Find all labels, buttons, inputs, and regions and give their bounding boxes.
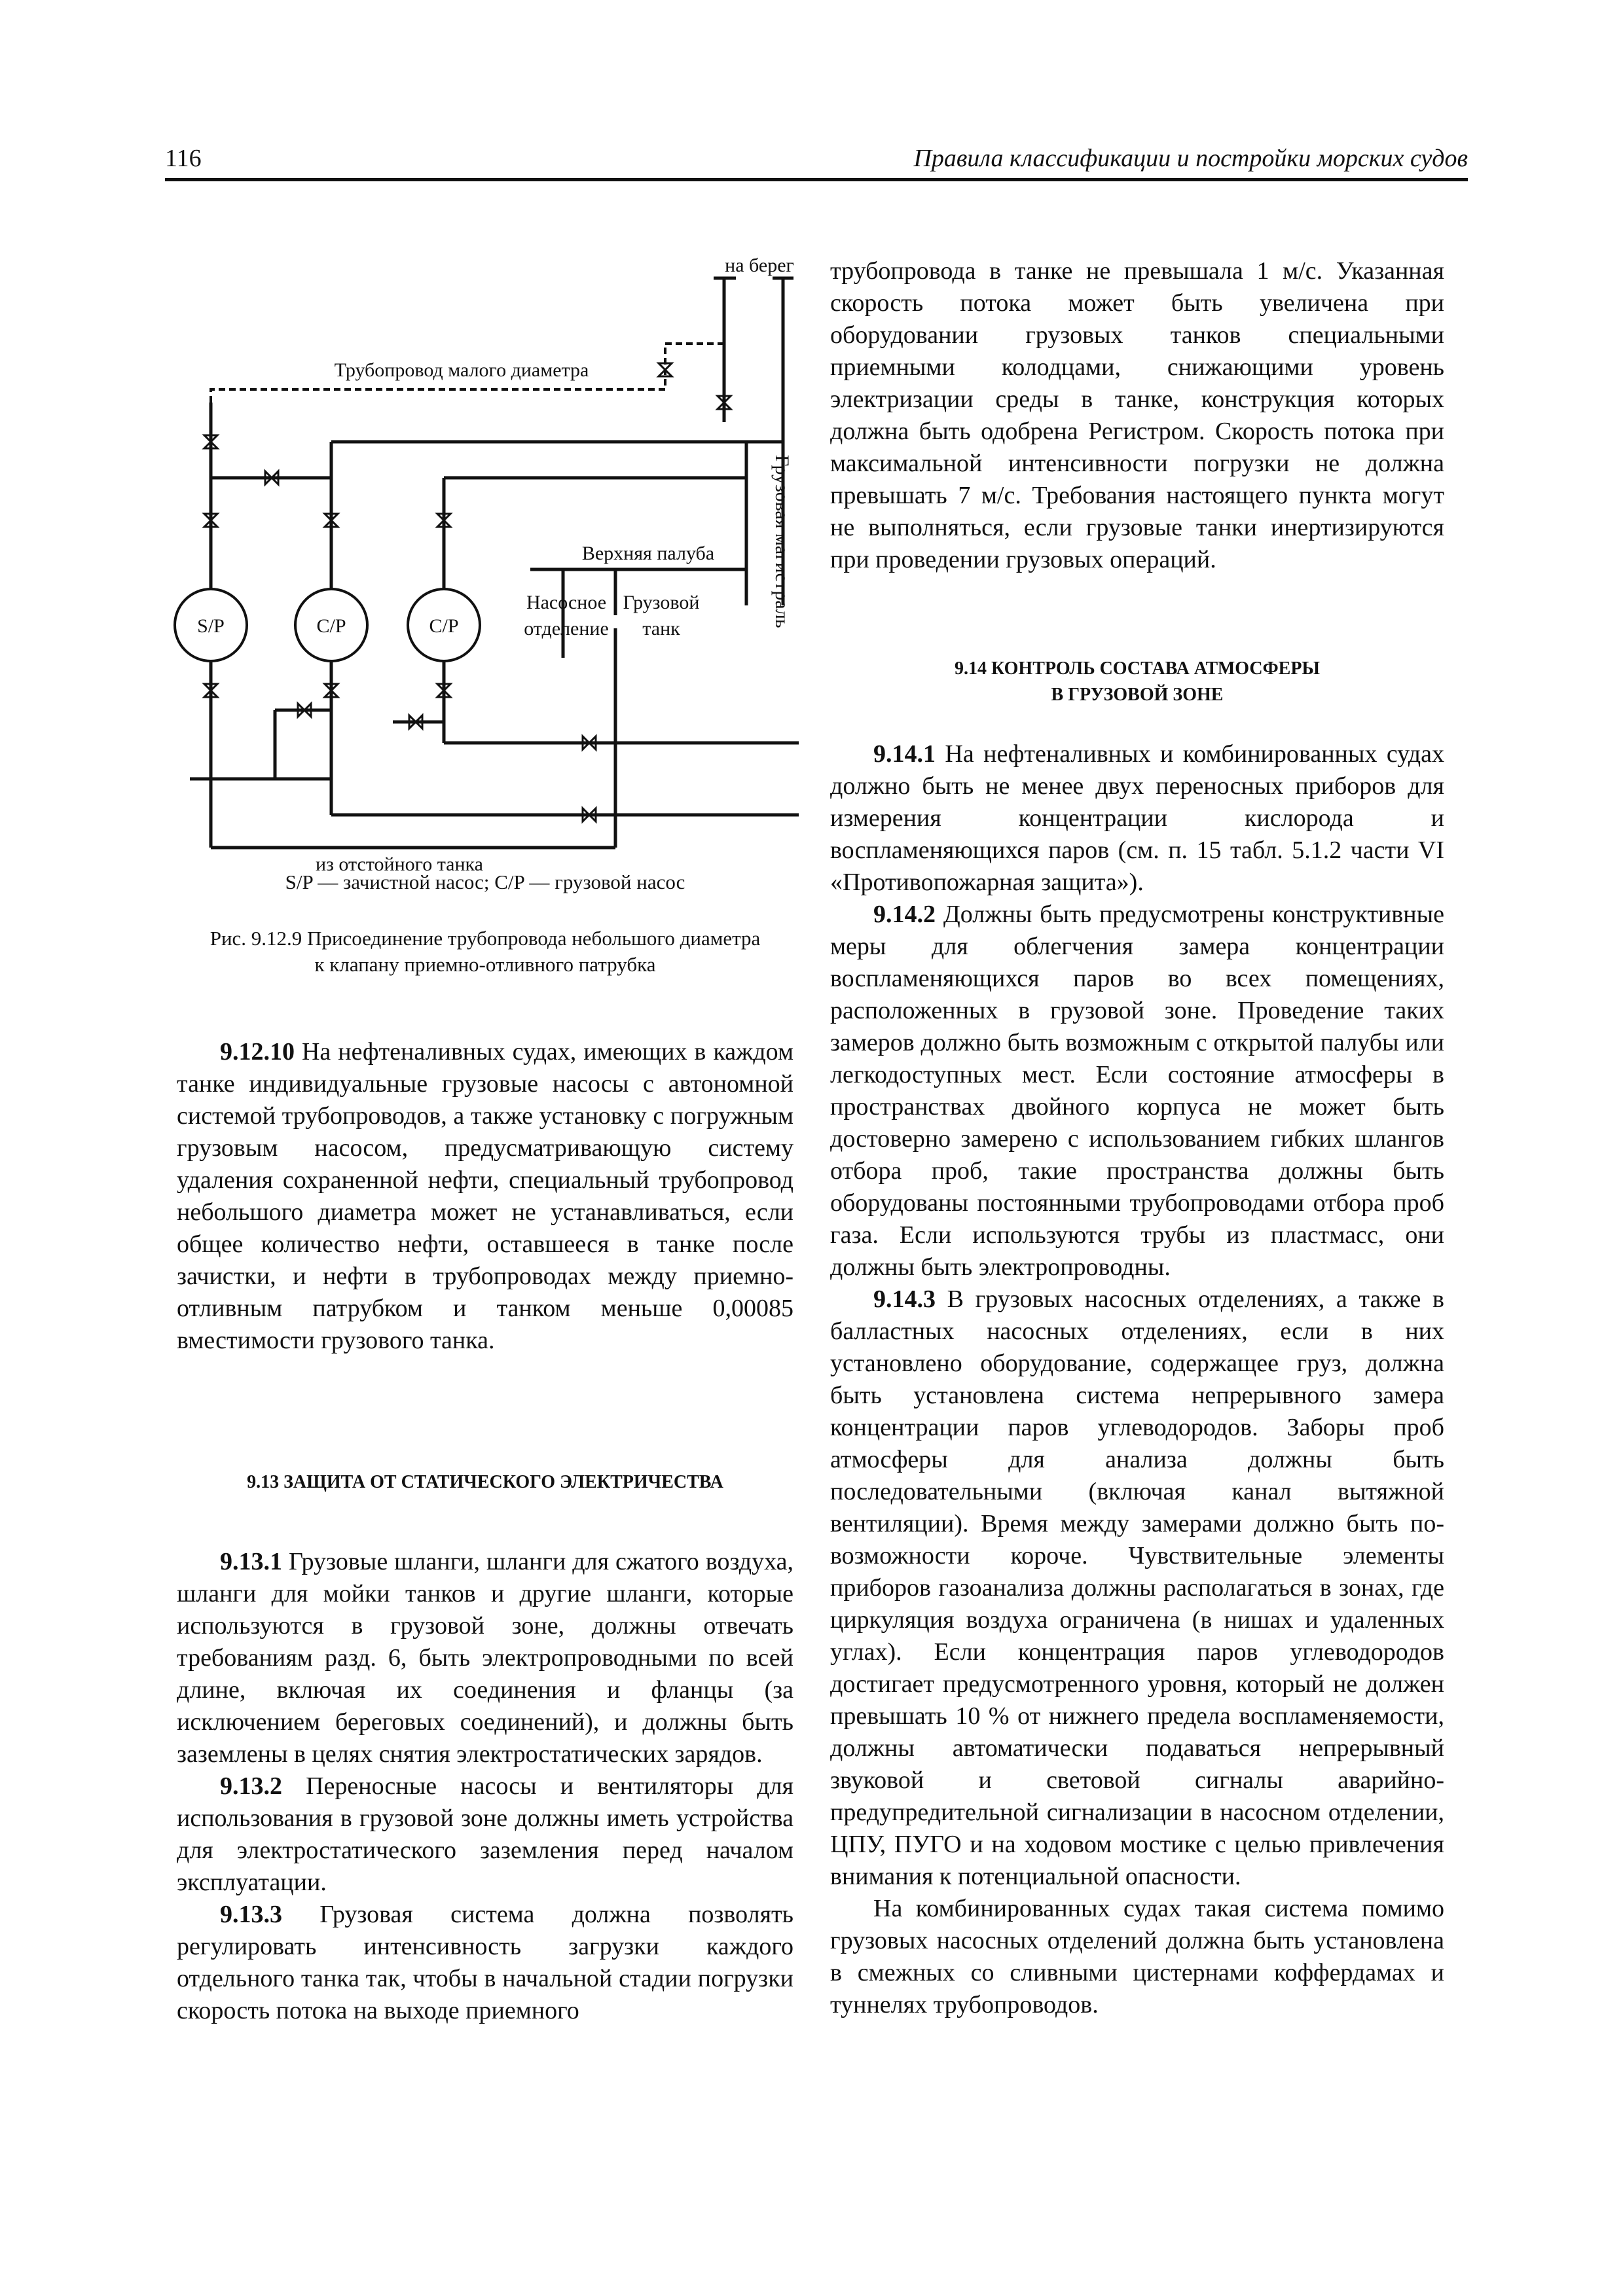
right-column-block-2 bbox=[830, 738, 1444, 2021]
label-cargo-tank-1: Грузовой bbox=[623, 592, 700, 613]
running-title: Правила классификации и постройки морских судов bbox=[913, 145, 1468, 172]
para-number: 9.13.1 bbox=[220, 1548, 282, 1575]
para-number: 9.14.2 bbox=[873, 901, 936, 928]
label-cargo-tank-2: танк bbox=[642, 618, 680, 639]
label-upper-deck: Верхняя палуба bbox=[581, 543, 715, 564]
para-text: Переносные насосы и вентиляторы для использования в грузовой зоне должны иметь устройства для электростатического заземления перед началом эксплуатации. bbox=[177, 1772, 793, 1896]
right-column-block-1 bbox=[830, 255, 1444, 576]
paragraph-9-13-1 bbox=[177, 1546, 793, 1770]
figure-caption bbox=[177, 925, 793, 978]
para-number: 9.14.1 bbox=[873, 740, 936, 768]
label-pump-room-2: отделение bbox=[524, 618, 609, 639]
label-na-bereg: на берег bbox=[725, 255, 794, 276]
para-number: 9.14.3 bbox=[873, 1285, 936, 1313]
pump-cp2-label: C/P bbox=[429, 615, 459, 637]
pump-cp1-label: C/P bbox=[316, 615, 346, 637]
para-number: 9.13.2 bbox=[220, 1772, 282, 1800]
para-number: 9.13.3 bbox=[220, 1901, 282, 1928]
para-number: 9.12.10 bbox=[220, 1038, 295, 1066]
page-header bbox=[165, 144, 1468, 182]
left-column-block-1 bbox=[177, 1036, 793, 1357]
paragraph-combined-ships: На комбинированных судах такая система помимо грузовых насосных отделений должна быть установлена в смежных со сливными цистернами коффердамах и туннелях трубопроводов. bbox=[830, 1895, 1444, 2018]
figure-9-12-9 bbox=[157, 252, 805, 926]
section-title-9-14 bbox=[830, 656, 1444, 708]
left-column-block-2 bbox=[177, 1546, 793, 2027]
paragraph-continued: трубопровода в танке не превышала 1 м/с. Указанная скорость потока может быть увеличена при оборудовании грузовых танков специальными приемными колодцами, снижающими уровень электризации среды в танке, конструкция которых должна быть одобрена Регистром. Скорость потока при максимальной интенсивности погрузки не должна превышать 7 м/с. Требования настоящего пункта могут не выполняться, если грузовые танки инертизируются при проведении грузовых операций. bbox=[830, 257, 1444, 573]
section-title-9-13: 9.13 ЗАЩИТА ОТ СТАТИЧЕСКОГО ЭЛЕКТРИЧЕСТВА bbox=[247, 1472, 723, 1492]
caption-line-1: Рис. 9.12.9 Присоединение трубопровода небольшого диаметра bbox=[210, 927, 761, 950]
label-main-line: Грузовая магистраль bbox=[771, 455, 793, 628]
paragraph-9-13-3 bbox=[177, 1899, 793, 2027]
header-rule bbox=[165, 178, 1468, 181]
paragraph-9-13-2 bbox=[177, 1770, 793, 1899]
para-text: На нефтеналивных и комбинированных судах должно быть не менее двух переносных приборов для измерения концентрации кислорода и воспламеняющихся паров (см. п. 15 табл. 5.1.2 части VI «Противопожарная защита»). bbox=[830, 740, 1444, 896]
section-title-line-2: В ГРУЗОВОЙ ЗОНЕ bbox=[1051, 685, 1224, 705]
label-small-pipe: Трубопровод малого диаметра bbox=[334, 359, 589, 381]
paragraph-9-12-10 bbox=[177, 1036, 793, 1357]
para-text: Грузовая система должна позволять регулировать интенсивность загрузки каждого отдельного танка так, чтобы в начальной стадии погрузки скорость потока на выходе приемного bbox=[177, 1901, 793, 2024]
label-pump-room-1: Насосное bbox=[526, 592, 607, 613]
page-number: 116 bbox=[165, 145, 202, 172]
paragraph-9-14-2 bbox=[830, 899, 1444, 1283]
piping-diagram bbox=[157, 252, 805, 880]
paragraph-9-14-1 bbox=[830, 738, 1444, 899]
paragraph-9-14-3 bbox=[830, 1283, 1444, 1893]
figure-legend: S/P — зачистной насос; C/P — грузовой насос bbox=[285, 870, 685, 893]
para-text: Должны быть предусмотрены конструктивные меры для облегчения замера концентрации воспламеняющихся паров во всех помещениях, расположенных в грузовой зоне. Проведение таких замеров должно быть возможным с открытой палубы или легкодоступных мест. Если состояние атмосферы в пространствах двойного корпуса не может быть достоверно замерено с использованием гибких шлангов отбора проб, такие пространства должны быть оборудованы постоянными трубопроводами отбора проб газа. Если используются трубы из пластмасс, они должны быть электропроводны. bbox=[830, 901, 1444, 1281]
label-slop-tank: из отстойного танка bbox=[316, 853, 483, 875]
pump-sp-label: S/P bbox=[197, 615, 225, 637]
caption-line-2: к клапану приемно-отливного патрубка bbox=[314, 953, 656, 976]
para-text: В грузовых насосных отделениях, а также в балластных насосных отделениях, если в них установлено оборудование, содержащее груз, должна быть установлена система непрерывного замера концентрации паров углеводородов. Заборы проб атмосферы для анализа должны быть последовательными (включая канал вытяжной вентиляции). Время между замерами должно быть по-возможности короче. Чувствительные элементы приборов газоанализа должны располагаться в зонах, где циркуляция воздуха ограничена (в нишах и удаленных углах). Если концентрация паров углеводородов достигает предусмотренного уровня, который не должен превышать 10 % от нижнего предела воспламеняемости, должны автоматически подаваться непрерывный звуковой и световой сигналы аварийно-предупредительной сигнализации в насосном отделении, ЦПУ, ПУГО и на ходовом мостике с целью привлечения внимания к потенциальной опасности. bbox=[830, 1285, 1444, 1890]
section-title-line-1: 9.14 КОНТРОЛЬ СОСТАВА АТМОСФЕРЫ bbox=[955, 658, 1320, 679]
para-text: На нефтеналивных судах, имеющих в каждом танке индивидуальные грузовые насосы с автономной системой трубопроводов, а также установку с погружным грузовым насосом, предусматривающую систему удаления сохраненной нефти, специальный трубопровод небольшого диаметра может не устанавливаться, если общее количество нефти, оставшееся в танке после зачистки, и нефти в трубопроводах между приемно-отливным патрубком и танком меньше 0,00085 вместимости грузового танка. bbox=[177, 1038, 793, 1354]
para-text: Грузовые шланги, шланги для сжатого воздуха, шланги для мойки танков и другие шланги, которые используются в грузовой зоне, должны отвечать требованиям разд. 6, быть электропроводными по всей длине, включая их соединения и фланцы (за исключением береговых соединений), и должны быть заземлены в целях снятия электростатических зарядов. bbox=[177, 1548, 793, 1768]
